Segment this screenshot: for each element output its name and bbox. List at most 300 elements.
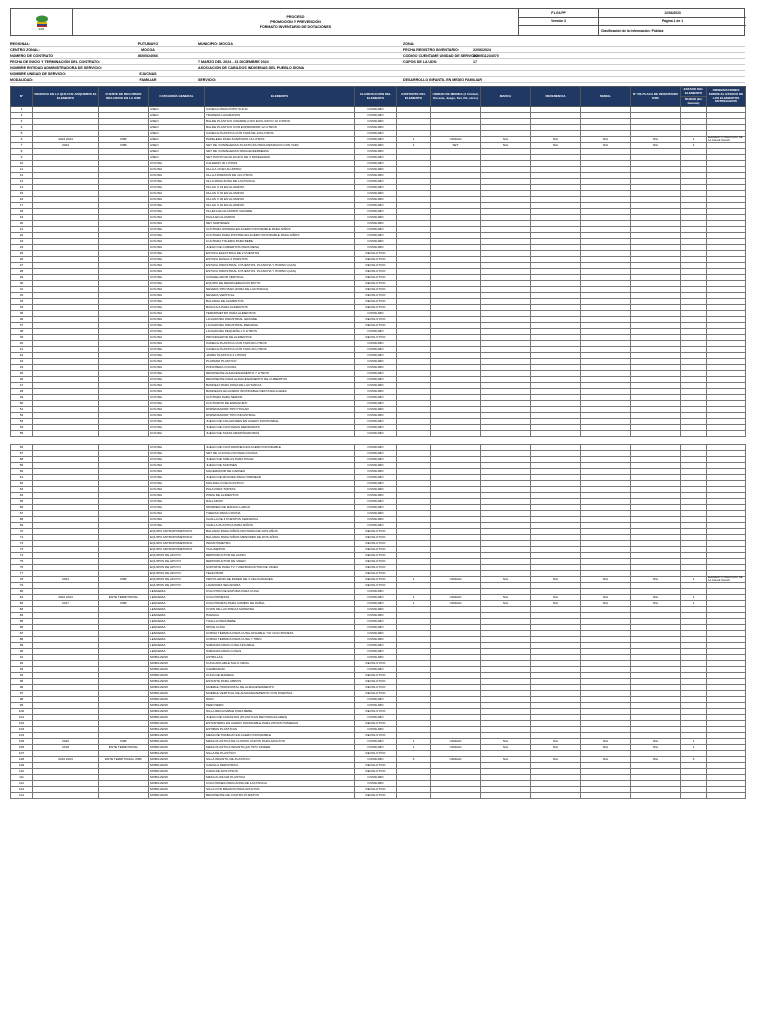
table-cell: 2017 xyxy=(33,601,99,607)
column-header: N° DE PLACA DE INVENTARIO ICBF xyxy=(631,87,681,107)
table-cell: COCINA xyxy=(149,293,205,299)
table-cell: DISPENSADOR TIPO HOGAR xyxy=(205,407,355,413)
table-cell: DEVOLUTIVO xyxy=(355,299,397,305)
table-cell: 75 xyxy=(11,559,33,565)
table-cell: UNIDAD xyxy=(431,577,481,583)
table-cell: 25 xyxy=(11,251,33,257)
table-cell: 94 xyxy=(11,673,33,679)
table-cell: 8 xyxy=(11,149,33,155)
meta-label: ASOCIACION DE CABILDOS INDIGENAS DEL PUEBLO SIONA xyxy=(198,65,305,70)
table-cell: 76 xyxy=(11,565,33,571)
table-cell: 64 xyxy=(11,493,33,499)
table-cell: 16 xyxy=(11,197,33,203)
table-cell: DEVOLUTIVO xyxy=(355,323,397,329)
table-cell: 106 xyxy=(11,745,33,751)
table-cell: 61 xyxy=(11,475,33,481)
table-cell: N/A xyxy=(481,595,531,601)
table-cell: CONSUMO xyxy=(355,493,397,499)
table-cell: DEVOLUTIVO xyxy=(355,571,397,577)
table-cell: CONSUMO xyxy=(355,197,397,203)
table-cell: COCINA xyxy=(149,203,205,209)
table-cell: 1 xyxy=(681,601,707,607)
state-subheader: BUENO (En buenas) xyxy=(681,97,707,107)
table-cell: 86 xyxy=(11,625,33,631)
table-cell: CANECA PLASTICA CON TAPA 20 LITROS xyxy=(205,347,355,353)
table-cell: 22 xyxy=(11,233,33,239)
table-cell: CONSUMO xyxy=(355,377,397,383)
table-cell xyxy=(33,793,99,799)
table-cell: MESA AUXILIAR PLASTICA xyxy=(205,775,355,781)
table-cell: 43 xyxy=(11,359,33,365)
table-cell: COCINA xyxy=(149,323,205,329)
table-cell: CONSUMO xyxy=(355,245,397,251)
meta-label: SERVICIO: xyxy=(198,77,217,82)
table-cell: N/A xyxy=(581,143,631,149)
table-cell: CONSUMO xyxy=(355,727,397,733)
table-cell: ELEMENTO PRESTADO DE LA CALLE SALAS xyxy=(707,577,746,583)
table-cell: REPRODUCTOR DE VIDEO xyxy=(205,559,355,565)
table-cell: 45 xyxy=(11,371,33,377)
table-cell: OLLAS X 32 EN ALUMINIO xyxy=(205,191,355,197)
table-cell: CONSUMO xyxy=(355,161,397,167)
table-cell: SILLA DE PLASTICO xyxy=(205,751,355,757)
table-cell: COCINA xyxy=(149,523,205,529)
table-cell: 4 xyxy=(11,125,33,131)
table-cell: 67 xyxy=(11,511,33,517)
table-cell: DEVOLUTIVO xyxy=(355,577,397,583)
meta-label: NOMBRE ENTIDAD ADMINISTRADORA DE SERVICIO: xyxy=(10,65,103,70)
meta-label: REGIONAL: xyxy=(10,41,31,46)
table-cell: BASCULA PARA ALIMENTOS xyxy=(205,305,355,311)
table-cell: MOLINILLO DE PLASTICO xyxy=(205,481,355,487)
column-header: FUENTE DE RECURSOS INCLUIDOS EN LA ICBF xyxy=(99,87,149,107)
table-cell: MOBILIARIO xyxy=(149,661,205,667)
table-cell: 1 xyxy=(397,595,431,601)
meta-value: MOCOA xyxy=(141,47,155,52)
table-cell: HAMACA xyxy=(205,613,355,619)
table-cell: 2024 xyxy=(33,143,99,149)
table-cell: CONSUMO xyxy=(355,233,397,239)
table-cell: 98 xyxy=(11,697,33,703)
table-cell: 72 xyxy=(11,541,33,547)
table-cell: COCINA xyxy=(149,445,205,451)
table-cell: 85 xyxy=(11,619,33,625)
table-cell: CONSUMO xyxy=(355,595,397,601)
column-header: ELEMENTO xyxy=(205,87,355,107)
table-cell: CONSUMO xyxy=(355,775,397,781)
table-cell: 51 xyxy=(11,407,33,413)
table-cell: CONSUMO xyxy=(355,365,397,371)
table-cell: 2022 2023 xyxy=(33,595,99,601)
table-cell: 114 xyxy=(11,793,33,799)
table-cell: COCINA xyxy=(149,457,205,463)
table-cell: CUCHARON DE ESPAGUETI xyxy=(205,401,355,407)
column-header: SERIAL xyxy=(581,87,631,107)
table-cell: COLCHONETA PARA CAMBIO DE PAÑAL xyxy=(205,601,355,607)
table-cell: COCINA xyxy=(149,269,205,275)
table-cell: MOBILIARIO xyxy=(149,751,205,757)
table-cell: COCINA xyxy=(149,413,205,419)
table-cell: DEVOLUTIVO xyxy=(355,565,397,571)
table-cell: EQUIPO DE REFRIGERACION MIXTO xyxy=(205,281,355,287)
form-date: 12/04/2023 xyxy=(599,9,746,18)
table-cell: N/A xyxy=(481,577,531,583)
column-header: REFERENCIA xyxy=(531,87,581,107)
table-cell: DEVOLUTIVO xyxy=(355,787,397,793)
table-cell: COCINA xyxy=(149,517,205,523)
table-cell: 20 xyxy=(11,221,33,227)
table-cell: RECIPIENTE PARA ALMACENAMIENTO DE CUBIERTOS xyxy=(205,377,355,383)
process-label: PROCESO xyxy=(286,14,305,19)
table-cell: UNIDAD xyxy=(431,137,481,143)
table-cell: COCINA xyxy=(149,167,205,173)
table-cell: MOBILIARIO xyxy=(149,763,205,769)
table-cell: 97 xyxy=(11,691,33,697)
table-cell: EQUIPO ANTROPOMETRICO xyxy=(149,535,205,541)
table-cell: PINZA DE ALIMENTOS xyxy=(205,493,355,499)
table-cell: CAMA DE DOS PISOS xyxy=(205,769,355,775)
table-cell: PALA PARA TORTAS xyxy=(205,487,355,493)
table-cell: CONSUMO xyxy=(355,739,397,745)
table-cell: 109 xyxy=(11,763,33,769)
table-cell: VAJILLA DE 4 PUESTOS CERAMICA xyxy=(205,517,355,523)
table-cell: CONSUMO xyxy=(355,505,397,511)
table-cell: N/A xyxy=(481,137,531,143)
table-cell xyxy=(707,431,746,437)
inventory-table-2 xyxy=(10,444,746,799)
table-cell: CONSUMO xyxy=(355,469,397,475)
column-header: CATEGORÍA GENERAL xyxy=(149,87,205,107)
table-cell: JUEGO DE CUCHARAS MEDIDORAS xyxy=(205,425,355,431)
table-cell: DEVOLUTIVO xyxy=(355,305,397,311)
table-cell: COCINA xyxy=(149,251,205,257)
meta-label: CENTRO ZONAL: xyxy=(10,47,40,52)
table-cell: REPRODUCTOR DE AUDIO xyxy=(205,553,355,559)
table-cell: 11 xyxy=(11,167,33,173)
table-cell: ASEO xyxy=(149,125,205,131)
table-cell: CAMILLA PEDIATRICA xyxy=(205,763,355,769)
table-cell: EQUIPOS DE APOYO xyxy=(149,577,205,583)
table-cell: MUEBLE VERTICAL DE ALMACENAMIENTO CON PUERTAS xyxy=(205,691,355,697)
table-cell: 39 xyxy=(11,335,33,341)
meta-label: FECHA DE INICIO Y TERMINACIÓN DEL CONTRATO: xyxy=(10,59,101,64)
table-cell: CONSUMO xyxy=(355,457,397,463)
table-cell: 83 xyxy=(11,607,33,613)
table-cell: CONSUMO xyxy=(355,347,397,353)
table-cell: N/A xyxy=(481,757,531,763)
table-cell: CONSUMO xyxy=(355,137,397,143)
table-cell: DEVOLUTIVO xyxy=(355,685,397,691)
table-cell: COCINA xyxy=(149,341,205,347)
table-cell: 6 xyxy=(11,137,33,143)
table-cell: 34 xyxy=(11,305,33,311)
table-cell: 1 xyxy=(681,137,707,143)
table-cell: 21 xyxy=(11,227,33,233)
table-cell: COCINA xyxy=(149,493,205,499)
table-cell: DEVOLUTIVO xyxy=(355,251,397,257)
table-cell xyxy=(681,431,707,437)
table-cell: BALDE PLASTICO CON EXPRIMIDOR 12 LITROS xyxy=(205,125,355,131)
table-cell: TRAPERA LAVAMANOS xyxy=(205,113,355,119)
table-cell: N/A xyxy=(581,757,631,763)
table-cell: 108 xyxy=(11,757,33,763)
table-cell: MUEBLE HORIZONTAL DE ALMACENAMIENTO xyxy=(205,685,355,691)
table-cell: CONSUMO xyxy=(355,745,397,751)
table-cell: EQUIPOS DE APOYO xyxy=(149,565,205,571)
table-cell: MOBILIARIO xyxy=(149,691,205,697)
table-cell: N/A xyxy=(531,739,581,745)
table-cell: COCINA xyxy=(149,221,205,227)
table-cell: COCINA xyxy=(149,191,205,197)
table-cell: N/A xyxy=(481,745,531,751)
table-cell: 10 xyxy=(11,161,33,167)
table-cell: OLLA PARA ZONA DE LACTANCIA xyxy=(205,179,355,185)
table-cell: LICUADORA PEQUEÑA 1.5 LITROS xyxy=(205,329,355,335)
column-header: VIGENCIA EN LA QUE FUE ADQUIRIDO EL ELEMENTO xyxy=(33,87,99,107)
table-cell: DEVOLUTIVO xyxy=(355,293,397,299)
table-cell: MESA PLASTICA DE CUATRO CUPOS PARA ADULTOS xyxy=(205,739,355,745)
table-cell xyxy=(397,793,431,799)
table-cell: N/A xyxy=(531,601,581,607)
form-date-block xyxy=(599,9,746,35)
table-cell: SPICE CUNA xyxy=(205,625,355,631)
table-cell: 29 xyxy=(11,275,33,281)
table-cell: BANDEJAS EN ACERO INOXIDABLE RECTANGULARES xyxy=(205,389,355,395)
table-cell: 9 xyxy=(11,155,33,161)
table-cell: RECIPIENTE DE CUATRO PUESTOS xyxy=(205,793,355,799)
table-cell: 2018 xyxy=(33,745,99,751)
table-cell: ASEO xyxy=(149,149,205,155)
table-cell: ELEMENTO PRESTADO DE LA CALLE SALAS xyxy=(707,137,746,143)
table-cell: CONSUMO xyxy=(355,431,397,437)
table-cell: 81 xyxy=(11,595,33,601)
table-cell: LENCERIA xyxy=(149,625,205,631)
table-cell: 27 xyxy=(11,263,33,269)
table-cell: CAMBIADOR xyxy=(205,667,355,673)
table-cell: COCINA xyxy=(149,353,205,359)
table-cell: 1 xyxy=(397,137,431,143)
table-cell: DEVOLUTIVO xyxy=(355,535,397,541)
table-cell: 1 xyxy=(397,143,431,149)
table-cell: 12 xyxy=(11,173,33,179)
table-cell: 63 xyxy=(11,487,33,493)
meta-value: 22/06/2024 xyxy=(473,47,491,52)
table-cell: 74 xyxy=(11,553,33,559)
table-cell: 1 xyxy=(681,577,707,583)
table-cell: 2024 2024 xyxy=(33,137,99,143)
table-cell: DEVOLUTIVO xyxy=(355,673,397,679)
table-cell: CONSUMO xyxy=(355,383,397,389)
table-cell: N/A xyxy=(531,143,581,149)
table-cell: INFANTOMETRO xyxy=(205,541,355,547)
table-cell: MOBILIARIO xyxy=(149,787,205,793)
table-cell: BALDE PLASTICO GRANDE (USO EXCLUSIVO 10 LITROS xyxy=(205,119,355,125)
table-cell: CONSUMO xyxy=(355,341,397,347)
table-cell: 37 xyxy=(11,323,33,329)
table-cell: CONSUMO xyxy=(355,463,397,469)
table-cell: N/A xyxy=(581,601,631,607)
table-cell: COCINA xyxy=(149,499,205,505)
table-cell: CONSUMO xyxy=(355,667,397,673)
table-cell: 99 xyxy=(11,703,33,709)
table-cell: CONSUMO xyxy=(355,353,397,359)
subprocess-label: PROMOCIÓN Y PREVENCIÓN xyxy=(270,19,321,24)
table-cell: 40 xyxy=(11,341,33,347)
table-cell: ASEO xyxy=(149,155,205,161)
table-cell: 56 xyxy=(11,445,33,451)
table-cell: COCINA xyxy=(149,419,205,425)
table-cell: CONSUMO xyxy=(355,179,397,185)
table-cell: 48 xyxy=(11,389,33,395)
column-header: OBSERVACIONES SOBRE EL ESTADO DE LOS ELEMENTOS ENTREGADOS xyxy=(707,87,746,107)
icbf-logo-icon xyxy=(32,14,52,28)
table-cell: BALANZA DE ALIMENTOS xyxy=(205,299,355,305)
table-cell: 73 xyxy=(11,547,33,553)
table-cell: CONSUMO xyxy=(355,209,397,215)
table-cell: COCINA xyxy=(149,475,205,481)
table-cell: 102 xyxy=(11,721,33,727)
table-cell: OLLA A PRESION DE 10 LITROS xyxy=(205,173,355,179)
table-cell: SET SARTENES xyxy=(205,221,355,227)
table-cell: MOBILIARIO xyxy=(149,679,205,685)
table-cell: COCINA xyxy=(149,275,205,281)
table-cell: COCINA xyxy=(149,463,205,469)
table-cell: UNIDAD xyxy=(431,739,481,745)
table-cell: EQUIPOS DE APOYO xyxy=(149,559,205,565)
table-cell: COLCHONETAS xyxy=(205,595,355,601)
table-cell: COCINA xyxy=(149,511,205,517)
table-cell: EQUIPO ANTROPOMETRICO xyxy=(149,529,205,535)
table-cell: DEVOLUTIVO xyxy=(355,317,397,323)
meta-value: PUTUMAYO xyxy=(137,41,159,46)
table-cell: N/A xyxy=(631,739,681,745)
table-cell: N/A xyxy=(631,137,681,143)
table-cell: ASEO xyxy=(149,119,205,125)
table-cell: 44 xyxy=(11,365,33,371)
table-cell: 7 xyxy=(11,143,33,149)
table-cell: ASEO xyxy=(149,137,205,143)
table-cell: DEVOLUTIVO xyxy=(355,733,397,739)
table-cell: MOBILIARIO xyxy=(149,745,205,751)
table-cell: PROCESADOR DE ALIMENTOS xyxy=(205,335,355,341)
table-cell: COCINA xyxy=(149,287,205,293)
table-cell: LENCERIA xyxy=(149,589,205,595)
table-cell: SILLA RECLINABLE PARA BEBE xyxy=(205,709,355,715)
table-cell: 1 xyxy=(397,577,431,583)
table-cell: MOBILIARIO xyxy=(149,655,205,661)
table-cell: LENCERIA xyxy=(149,637,205,643)
table-cell: 113 xyxy=(11,787,33,793)
table-cell: MOBILIARIO xyxy=(149,757,205,763)
table-cell: MOBILIARIO xyxy=(149,709,205,715)
table-cell: BANDEJA PARA ZONA DE LACTANCIA xyxy=(205,383,355,389)
table-cell: COCINA xyxy=(149,335,205,341)
table-cell: OLLETA EN ALUMINIO GRANDE xyxy=(205,209,355,215)
table-cell: 2024 xyxy=(33,577,99,583)
table-cell: LENCERIA xyxy=(149,649,205,655)
table-cell: 36 xyxy=(11,317,33,323)
table-cell: DEVOLUTIVO xyxy=(355,263,397,269)
table-cell: DEVOLUTIVO xyxy=(355,793,397,799)
form-version: Versión 3 xyxy=(519,18,598,27)
table-cell: VAJILLA PLASTICA PARA NIÑOS xyxy=(205,523,355,529)
table-cell xyxy=(431,431,481,437)
table-cell: RECIPIENTE ALMACENAMIENTO 7 LITROS xyxy=(205,371,355,377)
table-cell: CONSUMO xyxy=(355,155,397,161)
table-cell: COCINA xyxy=(149,431,205,437)
table-cell: SET PUNTO ECOLOGICO DE 3 PAPELERAS xyxy=(205,155,355,161)
table-cell xyxy=(681,793,707,799)
table-cell: CONSUMO xyxy=(355,167,397,173)
table-cell: 112 xyxy=(11,781,33,787)
table-cell: 82 xyxy=(11,601,33,607)
meta-label: MUNICIPIO: MOCOA xyxy=(198,41,233,46)
table-cell: N/A xyxy=(631,601,681,607)
table-cell: DISPENSADOR TIPO INDUSTRIAL xyxy=(205,413,355,419)
table-cell: 90 xyxy=(11,649,33,655)
table-cell: CUCHARA PARA POSTRE EN ACERO INOXIDABLE PARA NIÑOS xyxy=(205,233,355,239)
table-cell: CUNA DE MADERA xyxy=(205,673,355,679)
table-cell: SILLA CON BRAZOS PARA ADULTOS xyxy=(205,787,355,793)
table-cell: COCINA xyxy=(149,347,205,353)
table-cell: 54 xyxy=(11,425,33,431)
table-cell: N/A xyxy=(631,595,681,601)
meta-label: NOMBRE UNIDAD DE SERVICIO: xyxy=(10,71,67,76)
table-cell: CONSUMO xyxy=(355,481,397,487)
table-cell: CONSUMO xyxy=(355,715,397,721)
column-header: ESTADO DEL ELEMENTO xyxy=(681,87,707,97)
table-cell: 42 xyxy=(11,353,33,359)
table-cell: PERCHERO xyxy=(205,703,355,709)
table-cell: CONSUMO xyxy=(355,239,397,245)
table-cell: COLCHON DE ESPUMA PARA CUNA xyxy=(205,589,355,595)
table-cell: LENCERIA xyxy=(149,631,205,637)
table-cell: ESTANTERIA EN ACERO INOXIDABLE PARA ZONAS HUMEDAS xyxy=(205,721,355,727)
table-cell: JUEGO DE CANASTAS (PLASTICAS RECTANGULARES) xyxy=(205,715,355,721)
table-cell: 53 xyxy=(11,419,33,425)
table-cell xyxy=(631,793,681,799)
table-cell: LENCERIA xyxy=(149,601,205,607)
table-cell: CONSUMO xyxy=(355,607,397,613)
form-code: F1.G4.PP xyxy=(519,9,598,18)
meta-label: 7 MARZO DEL 2024 - 31 DICIEMBRE 2024 xyxy=(198,59,269,64)
table-cell: 38 xyxy=(11,329,33,335)
table-cell: LENCERIA xyxy=(149,643,205,649)
table-cell: CONSUMO xyxy=(355,643,397,649)
table-cell: 24 xyxy=(11,245,33,251)
table-cell: COCINA xyxy=(149,233,205,239)
table-cell: COCINA xyxy=(149,185,205,191)
table-cell: DEVOLUTIVO xyxy=(355,763,397,769)
table-cell: COCINA xyxy=(149,179,205,185)
table-cell: N/A xyxy=(531,137,581,143)
table-cell: DEVOLUTIVO xyxy=(355,709,397,715)
table-cell: 70 xyxy=(11,529,33,535)
table-cell: UNIDAD xyxy=(431,595,481,601)
table-cell xyxy=(397,431,431,437)
table-cell: COCINA xyxy=(149,359,205,365)
table-cell: COLCHONES PARA ZONA DE LACTANCIA xyxy=(205,781,355,787)
table-cell: COCINA xyxy=(149,215,205,221)
table-cell: DEVOLUTIVO xyxy=(355,691,397,697)
form-page: Página 1 de 1 xyxy=(599,18,746,27)
table-cell xyxy=(531,431,581,437)
table-cell: COCINA xyxy=(149,317,205,323)
table-cell xyxy=(631,431,681,437)
table-cell: CONSUMO xyxy=(355,655,397,661)
table-cell: DEVOLUTIVO xyxy=(355,529,397,535)
table-cell: CONSUMO xyxy=(355,425,397,431)
